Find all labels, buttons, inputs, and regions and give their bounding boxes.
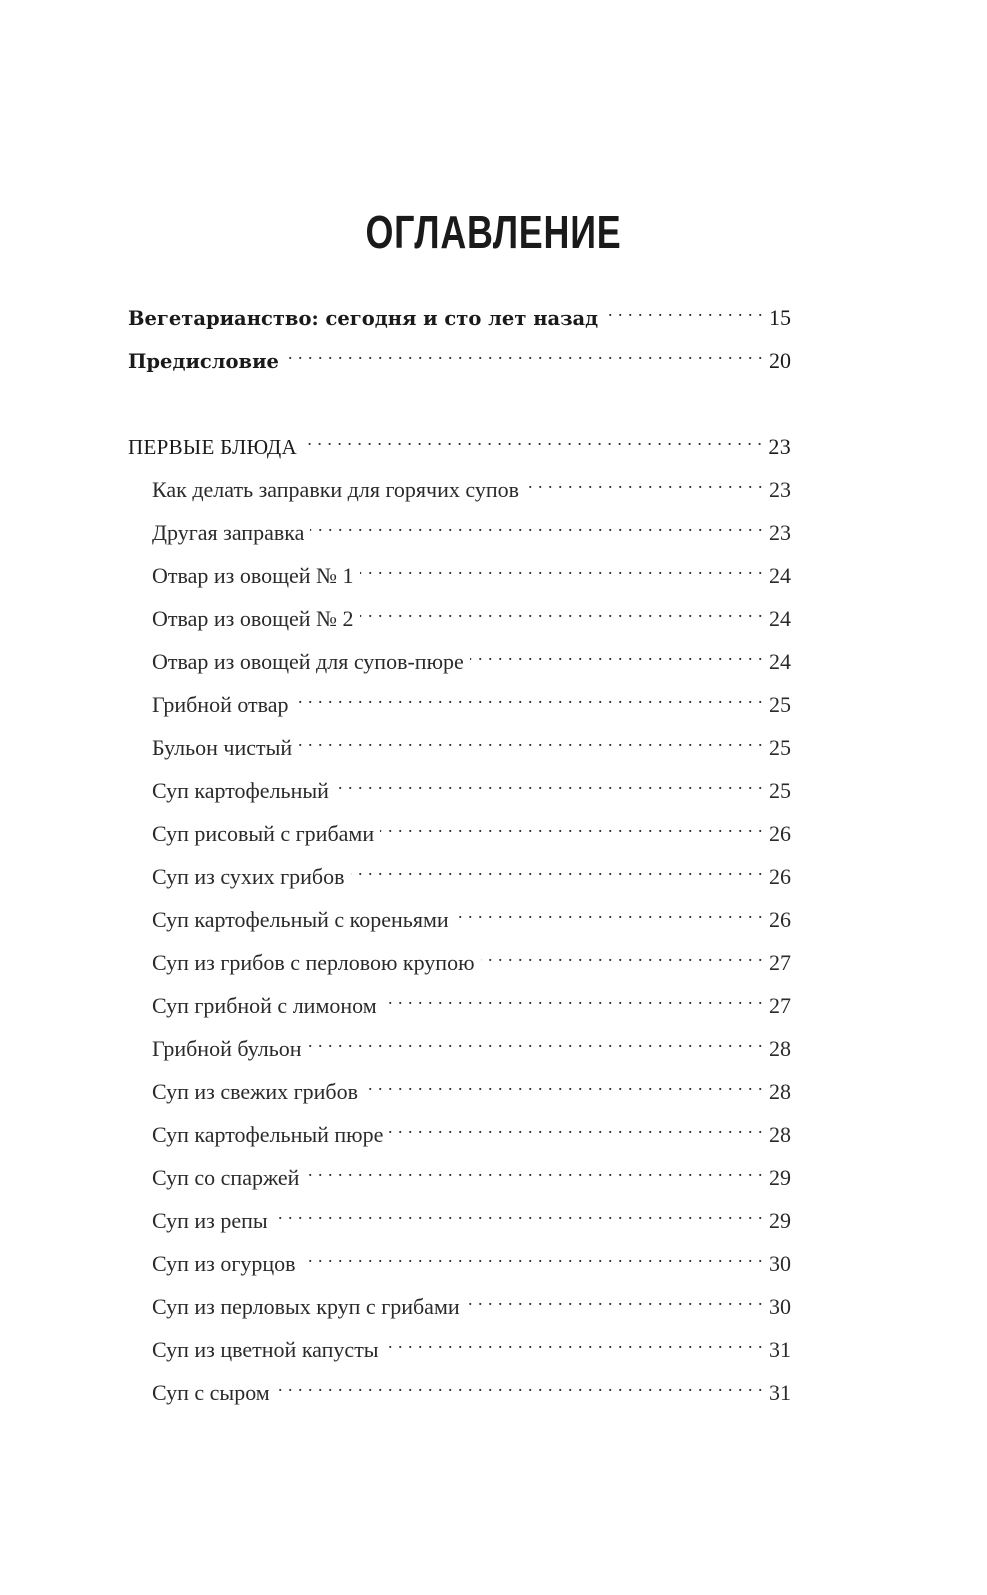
- dot-leader: [276, 1370, 763, 1400]
- toc-entry-title: Грибной бульон: [152, 1036, 302, 1061]
- dot-leader: [389, 1112, 763, 1142]
- dot-leader: [310, 510, 763, 540]
- toc-entry-title: Суп из репы: [152, 1208, 268, 1233]
- toc-entry-page: 27: [769, 993, 791, 1018]
- dot-leader: [308, 1026, 763, 1056]
- dot-leader: [335, 768, 763, 798]
- dot-leader: [305, 1155, 763, 1185]
- toc-entry-page: 26: [769, 864, 791, 889]
- toc-entry[interactable]: [152, 983, 791, 1018]
- toc-entry-title: Суп из цветной капусты: [152, 1337, 379, 1362]
- dot-leader: [481, 940, 763, 970]
- toc-entry-page: 30: [769, 1251, 791, 1276]
- toc-entry-title: Суп из грибов с перловою крупою: [152, 950, 475, 975]
- dot-leader: [285, 338, 763, 368]
- toc-entry-page: 23: [769, 520, 791, 545]
- toc-entry-front[interactable]: [128, 338, 791, 373]
- toc-entry-title: Суп из перловых круп с грибами: [152, 1294, 460, 1319]
- dot-leader: [360, 596, 763, 626]
- toc-entry[interactable]: [152, 596, 791, 631]
- toc-entry-page: 30: [769, 1294, 791, 1319]
- toc-entry-title: Как делать заправки для горячих супов: [152, 477, 520, 502]
- toc-entry-title: Отвар из овощей для супов-пюре: [152, 649, 464, 674]
- toc-entry[interactable]: [152, 725, 791, 760]
- toc-entry-title: Предисловие: [128, 350, 279, 373]
- toc-entry-page: 26: [769, 821, 791, 846]
- toc-entry[interactable]: [152, 1370, 791, 1405]
- toc-entry[interactable]: [152, 1112, 791, 1147]
- dot-leader: [466, 1284, 763, 1314]
- dot-leader: [360, 553, 763, 583]
- toc-entry-page: 25: [769, 778, 791, 803]
- toc-entry-title: Суп с сыром: [152, 1380, 270, 1405]
- toc-entry-page: 29: [769, 1208, 791, 1233]
- toc-entry-page: 25: [769, 735, 791, 760]
- dot-leader: [525, 467, 763, 497]
- dot-leader: [351, 854, 764, 884]
- toc-entry-page: 24: [769, 563, 791, 588]
- toc-entry[interactable]: [152, 510, 791, 545]
- toc-entry-title: Суп из свежих грибов: [152, 1079, 359, 1104]
- dot-leader: [455, 897, 763, 927]
- dot-leader: [604, 295, 763, 325]
- toc-entry-title: Суп из сухих грибов: [152, 864, 345, 889]
- toc-entry-page: 25: [769, 692, 791, 717]
- toc-entry-page: 23: [769, 477, 791, 502]
- dot-leader: [295, 682, 763, 712]
- dot-leader: [298, 725, 763, 755]
- toc-entry[interactable]: [152, 639, 791, 674]
- toc-entry[interactable]: [152, 1284, 791, 1319]
- toc-entry-title: Суп картофельный: [152, 778, 329, 803]
- toc-entry-title: Суп картофельный пюре: [152, 1122, 384, 1147]
- toc-entry-title: Отвар из овощей № 2: [152, 606, 354, 631]
- toc-section-heading[interactable]: [128, 424, 791, 459]
- toc-entry[interactable]: [152, 1198, 791, 1233]
- dot-leader: [302, 1241, 763, 1271]
- toc-entry-page: 27: [769, 950, 791, 975]
- toc-entry[interactable]: [152, 897, 791, 932]
- toc-entry[interactable]: [152, 1327, 791, 1362]
- toc-entry-title: Суп рисовый с грибами: [152, 821, 375, 846]
- toc-entry-title: Суп грибной с лимоном: [152, 993, 377, 1018]
- toc-entry-title: Вегетарианство: сегодня и сто лет назад: [128, 307, 599, 330]
- toc-section-title: ПЕРВЫЕ БЛЮДА: [128, 435, 297, 459]
- toc-entry[interactable]: [152, 682, 791, 717]
- toc-entry[interactable]: [152, 1241, 791, 1276]
- toc-entry-front[interactable]: [128, 295, 791, 330]
- toc-entry[interactable]: [152, 811, 791, 846]
- toc-entry-title: Другая заправка: [152, 520, 305, 545]
- dot-leader: [364, 1069, 763, 1099]
- toc-entry-page: 28: [769, 1122, 791, 1147]
- toc-entry-page: 29: [769, 1165, 791, 1190]
- toc-entry[interactable]: [152, 553, 791, 588]
- toc-entry-page: 28: [769, 1036, 791, 1061]
- toc-entry[interactable]: [152, 940, 791, 975]
- toc-entry-page: 15: [769, 305, 791, 330]
- toc-entry-title: Суп из огурцов: [152, 1251, 296, 1276]
- toc-entry-page: 20: [769, 348, 791, 373]
- toc-entry-page: 24: [769, 649, 791, 674]
- toc-entry-title: Суп со спаржей: [152, 1165, 300, 1190]
- toc-entry[interactable]: [152, 1026, 791, 1061]
- toc-entry-page: 31: [769, 1380, 791, 1405]
- toc-entry[interactable]: [152, 467, 791, 502]
- toc-entry-page: 24: [769, 606, 791, 631]
- toc-entry[interactable]: [152, 768, 791, 803]
- dot-leader: [274, 1198, 763, 1228]
- toc-entry[interactable]: [152, 1155, 791, 1190]
- toc-entry-page: 31: [769, 1337, 791, 1362]
- toc-entry-title: Отвар из овощей № 1: [152, 563, 354, 588]
- toc-entry-page: 26: [769, 907, 791, 932]
- dot-leader: [383, 983, 763, 1013]
- page-title: ОГЛАВЛЕНИЕ: [365, 206, 622, 258]
- toc-entry-title: Грибной отвар: [152, 692, 289, 717]
- dot-leader: [385, 1327, 763, 1357]
- dot-leader: [303, 424, 762, 454]
- toc-entry-page: 28: [769, 1079, 791, 1104]
- dot-leader: [380, 811, 763, 841]
- toc-entry[interactable]: [152, 1069, 791, 1104]
- toc-entry-title: Суп картофельный с кореньями: [152, 907, 449, 932]
- toc-section-page: 23: [768, 434, 791, 459]
- toc-entry[interactable]: [152, 854, 791, 889]
- dot-leader: [470, 639, 763, 669]
- toc-entry-title: Бульон чистый: [152, 735, 293, 760]
